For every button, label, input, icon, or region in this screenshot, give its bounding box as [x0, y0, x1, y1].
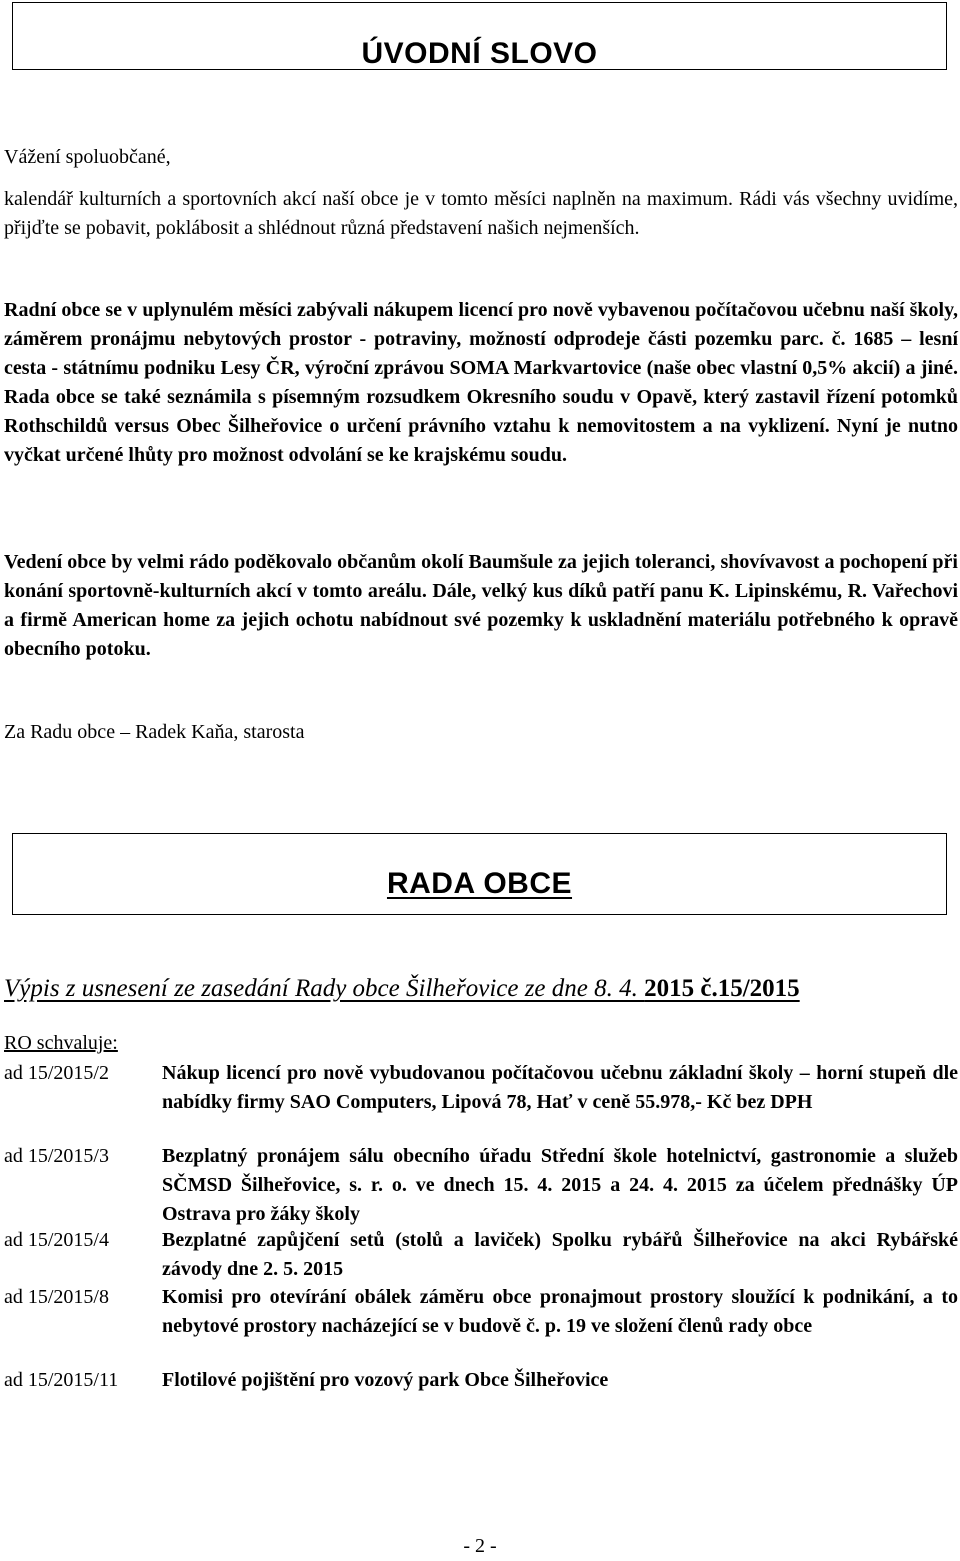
resolution-excerpt-number: 2015 č.15/2015	[644, 975, 800, 1002]
resolution-code: ad 15/2015/2	[4, 1062, 109, 1084]
greeting: Vážení spoluobčané,	[4, 146, 171, 168]
resolution-text: Bezplatné zapůjčení setů (stolů a laviček) Spolku rybářů Šilheřovice na akci Rybářské závody dne 2. 5. 2015	[162, 1229, 958, 1280]
resolution-text: Nákup licencí pro nově vybudovanou počítačovou učebnu základní školy – horní stupeň dle nabídky firmy SAO Computers, Lipová 78, Hať v ceně 55.978,- Kč bez DPH	[162, 1062, 958, 1113]
resolution-excerpt-heading	[4, 972, 800, 1006]
intro-paragraph-3: Vedení obce by velmi rádo poděkovalo občanům okolí Baumšule za jejich toleranci, shovívavost a pochopení při konání sportovně-kulturních akcí v tomto areálu. Dále, velký kus díků patří panu K. Lipinskému, R. Vařechovi a firmě American home za jejich ochotu nabídnout své pozemky k uskladnění materiálu potřebného k opravě obecního potoku.	[4, 551, 958, 660]
page-number: - 2 -	[463, 1535, 497, 1557]
resolution-text: Bezplatný pronájem sálu obecního úřadu Střední škole hotelnictví, gastronomie a služeb SČMSD Šilheřovice, s. r. o. ve dnech 15. 4. 2015 a 24. 4. 2015 za účelem přednášky ÚP Ostrava pro žáky školy	[162, 1145, 958, 1225]
section-title-box	[12, 833, 947, 915]
resolution-code: ad 15/2015/4	[4, 1229, 109, 1251]
resolution-code: ad 15/2015/8	[4, 1286, 109, 1308]
intro-paragraph-1: kalendář kulturních a sportovních akcí naší obce je v tomto měsíci naplněn na maximum. Rádi vás všechny uvidíme, přijďte se pobavit, poklábosit a shlédnout různá představení našich nejmenších.	[4, 188, 958, 239]
resolution-code: ad 15/2015/3	[4, 1145, 109, 1167]
resolution-excerpt-prefix: Výpis z usnesení ze zasedání Rady obce Šilheřovice ze dne 8. 4.	[4, 975, 645, 1002]
intro-paragraph-2: Radní obce se v uplynulém měsíci zabývali nákupem licencí pro nově vybavenou počítačovou učebnu naší školy, záměrem pronájmu nebytových prostor - potraviny, možností odprodeje části pozemku parc. č. 1685 – lesní cesta - státnímu podniku Lesy ČR, výroční zprávou SOMA Markvartovice (naše obec vlastní 0,5% akcií) a jiné. Rada obce se také seznámila s písemným rozsudkem Okresního soudu v Opavě, který zastavil řízení potomků Rothschildů versus Obec Šilheřovice o určení právního vztahu k nemovitostem a na vyklizení. Nyní je nutno vyčkat určené lhůty pro možnost odvolání se ke krajskému soudu.	[4, 299, 958, 466]
resolution-text: Flotilové pojištění pro vozový park Obce Šilheřovice	[162, 1369, 609, 1391]
resolution-text: Komisi pro otevírání obálek záměru obce pronajmout prostory sloužící k podnikání, a to nebytové prostory nacházející se v budově č. p. 19 ve složení členů rady obce	[162, 1286, 958, 1337]
section-title-box	[12, 2, 947, 70]
resolution-item	[4, 1283, 958, 1341]
signature: Za Radu obce – Radek Kaňa, starosta	[4, 721, 305, 743]
section-title-uvodni: ÚVODNÍ SLOVO	[361, 36, 598, 70]
section-title-rada: RADA OBCE	[386, 866, 573, 900]
resolution-item	[4, 1366, 958, 1395]
resolution-item	[4, 1059, 958, 1117]
resolution-item	[4, 1142, 958, 1229]
approves-label: RO schvaluje:	[4, 1032, 118, 1054]
resolution-code: ad 15/2015/11	[4, 1369, 119, 1391]
resolution-item	[4, 1226, 958, 1284]
